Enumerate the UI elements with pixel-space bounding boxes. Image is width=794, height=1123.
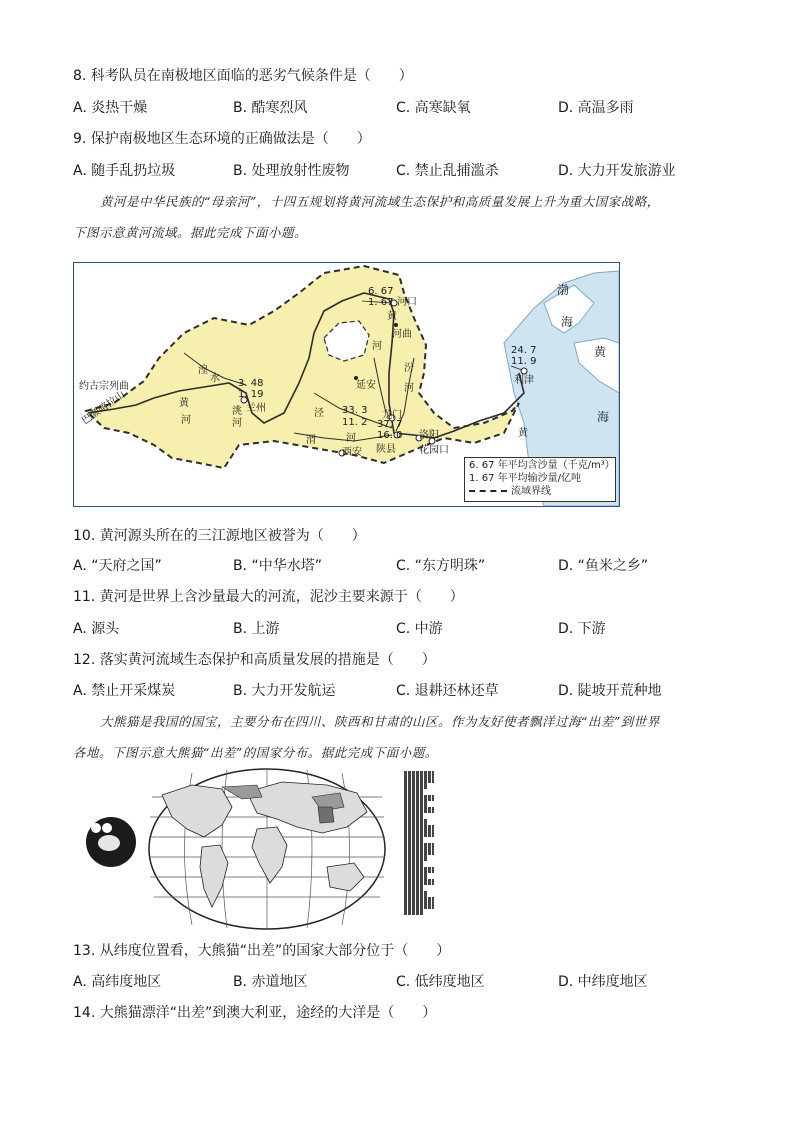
question-14-stem: 14. 大熊猫漂洋“出差”到澳大利亚，途经的大洋是（ ） [73, 1005, 437, 1021]
label-hekou: 河口 [397, 297, 417, 308]
legend-sediment-load: 1. 67 年平均输沙量/亿吨 [469, 473, 581, 484]
passage-1-line-2: 下图示意黄河流域。据此完成下面小题。 [73, 225, 308, 240]
map-legend [464, 457, 616, 502]
label-lanzhou: 兰州 [246, 403, 266, 414]
q9-option-b: B. 处理放射性废物 [233, 163, 350, 179]
label-bayan-mountain: 巴颜喀拉山 [80, 389, 128, 428]
world-map-graphic [82, 767, 442, 932]
question-11-stem: 11. 黄河是世界上含沙量最大的河流，泥沙主要来源于（ ） [73, 589, 464, 605]
sea-huang-char2: 海 [597, 410, 610, 424]
q11-option-d: D. 下游 [558, 621, 606, 637]
q11-option-c: C. 中游 [396, 621, 443, 637]
label-yueguzonglie: 约古宗列曲 [79, 381, 129, 392]
label-fen: 汾 [404, 363, 414, 374]
label-huang-mid: 黄 [387, 311, 397, 322]
label-wei: 渭 [306, 435, 316, 446]
passage-2-line-1: 大熊猫是我国的国宝，主要分布在四川、陕西和甘肃的山区。作为友好使者飘洋过海“出差”到世界 [100, 714, 660, 729]
q9-option-d: D. 大力开发旅游业 [558, 163, 676, 179]
label-huayuankou: 花园口 [419, 445, 449, 456]
label-shanxian: 陕县 [376, 444, 396, 455]
boundary-line-symbol [469, 490, 507, 492]
panda-world-map [82, 767, 442, 932]
label-wei-he: 河 [346, 433, 356, 444]
legend-sediment-content: 6. 67 年平均含沙量（千克/m³） [469, 460, 615, 471]
station-lanzhou-load: 1. 19 [238, 389, 264, 400]
label-longmen: 龙门 [382, 410, 402, 421]
label-luoyang: 洛阳 [419, 430, 439, 441]
legend-boundary: 流域界线 [511, 486, 551, 497]
label-huanghe-left-1: 黄 [179, 398, 189, 409]
q13-option-a: A. 高纬度地区 [73, 974, 162, 990]
q10-option-a: A. “天府之国” [73, 558, 162, 574]
sea-bohai-char2: 海 [561, 315, 574, 329]
question-13-stem: 13. 从纬度位置看，大熊猫“出差”的国家大部分位于（ ） [73, 943, 451, 959]
station-shanxian-sediment: 37. 7 [377, 419, 403, 430]
q8-option-b: B. 酷寒烈风 [233, 100, 308, 116]
q8-option-a: A. 炎热干燥 [73, 100, 148, 116]
station-hekou-sediment: 6. 67 [368, 286, 394, 297]
question-12-stem: 12. 落实黄河流域生态保护和高质量发展的措施是（ ） [73, 652, 436, 668]
world-map-legend [404, 771, 434, 921]
q12-option-d: D. 陡坡开荒种地 [558, 683, 662, 699]
legend-boundary-row [469, 485, 611, 498]
q9-option-c: C. 禁止乱捕滥杀 [396, 163, 499, 179]
label-fen-he: 河 [404, 383, 414, 394]
label-tao-river-2: 河 [232, 418, 242, 429]
q13-option-c: C. 低纬度地区 [396, 974, 485, 990]
q13-option-d: D. 中纬度地区 [558, 974, 648, 990]
q8-option-d: D. 高温多雨 [558, 100, 634, 116]
question-9-stem: 9. 保护南极地区生态环境的正确做法是（ ） [73, 131, 371, 147]
label-huangshui-1: 湟 [198, 365, 208, 376]
label-huanghe-left-2: 河 [181, 415, 191, 426]
station-longmen-load: 11. 2 [342, 417, 368, 428]
q11-option-b: B. 上游 [233, 621, 280, 637]
station-lijin-sediment: 24. 7 [511, 345, 537, 356]
label-lijin: 利津 [514, 375, 534, 386]
sea-bohai-char1: 渤 [557, 283, 570, 297]
label-he-mid: 河 [372, 341, 382, 352]
label-huangshui-2: 水 [210, 373, 220, 384]
yellow-river-basin-map [73, 262, 620, 507]
label-jing: 泾 [314, 408, 324, 419]
q10-option-b: B. “中华水塔” [233, 558, 323, 574]
q11-option-a: A. 源头 [73, 621, 120, 637]
question-10-stem: 10. 黄河源头所在的三江源地区被誉为（ ） [73, 528, 366, 544]
label-tao-river-1: 洮 [232, 406, 242, 417]
label-huang-east: 黄 [518, 428, 528, 439]
q8-option-c: C. 高寒缺氧 [396, 100, 471, 116]
station-longmen-sediment: 33. 3 [342, 405, 368, 416]
sea-huang-char1: 黄 [594, 345, 607, 359]
q10-option-c: C. “东方明珠” [396, 558, 486, 574]
station-hekou-load: 1. 67 [368, 297, 394, 308]
q10-option-d: D. “鱼米之乡” [558, 558, 649, 574]
passage-1-line-1: 黄河是中华民族的“母亲河”，十四五规划将黄河流域生态保护和高质量发展上升为重大国家战略， [100, 194, 660, 209]
label-yanan: 延安 [356, 380, 376, 391]
label-hequ: 河曲 [392, 329, 412, 340]
label-xian: 西安 [342, 447, 362, 458]
question-8-stem: 8. 科考队员在南极地区面临的恶劣气候条件是（ ） [73, 68, 413, 84]
q12-option-a: A. 禁止开采煤炭 [73, 683, 176, 699]
station-shanxian-load: 16. 0 [377, 430, 403, 441]
q13-option-b: B. 赤道地区 [233, 974, 308, 990]
passage-2-line-2: 各地。下图示意大熊猫“出差”的国家分布。据此完成下面小题。 [73, 745, 438, 760]
station-lijin-load: 11. 9 [511, 356, 537, 367]
q12-option-b: B. 大力开发航运 [233, 683, 336, 699]
station-lanzhou-sediment: 3. 48 [238, 378, 264, 389]
q12-option-c: C. 退耕还林还草 [396, 683, 499, 699]
q9-option-a: A. 随手乱扔垃圾 [73, 163, 176, 179]
